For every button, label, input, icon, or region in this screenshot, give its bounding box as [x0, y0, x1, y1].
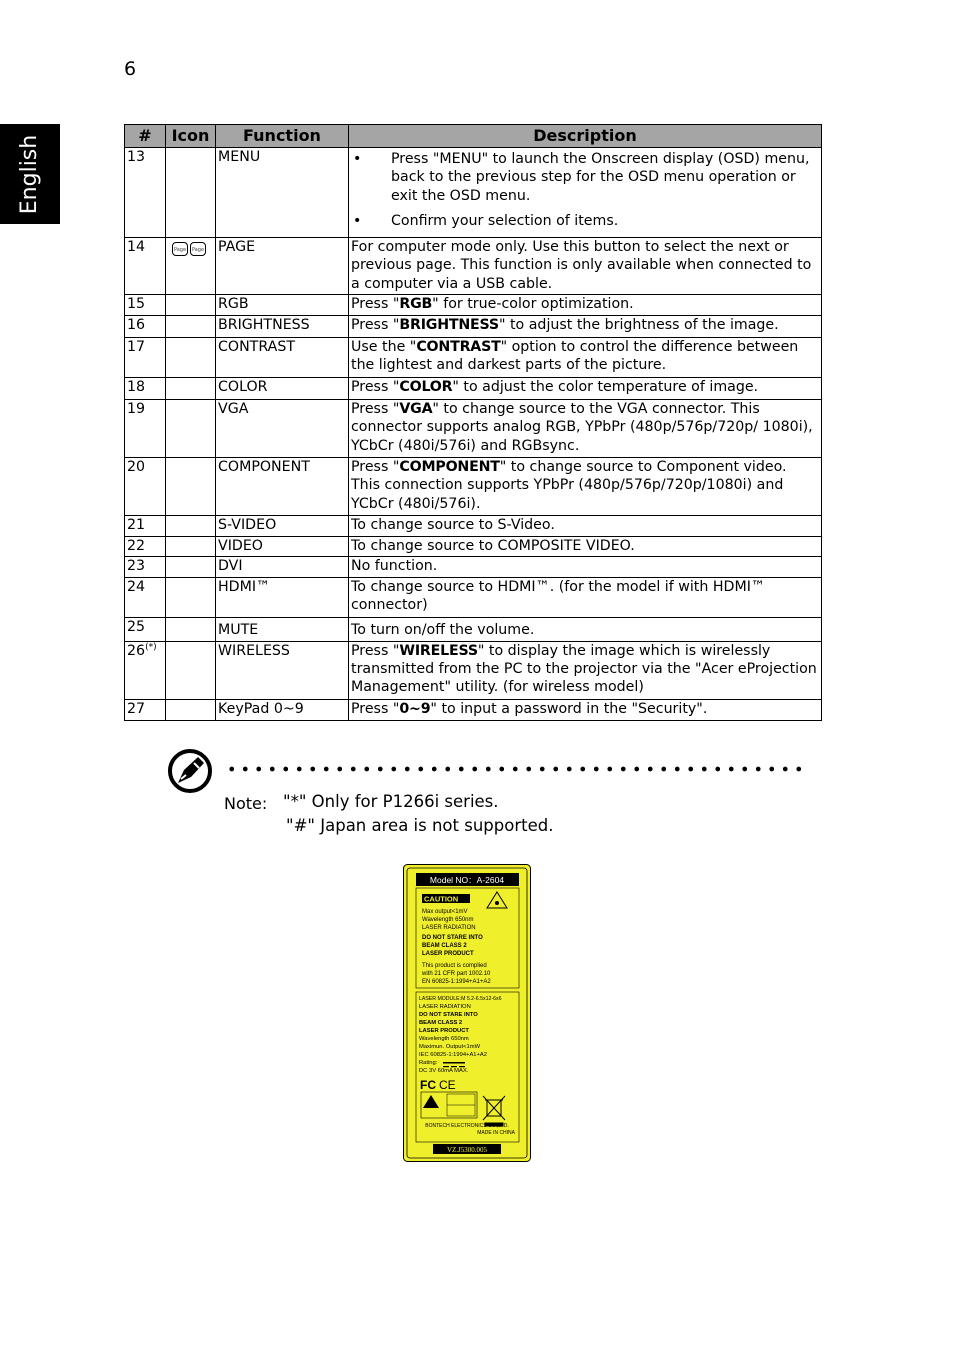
row-function: DVI	[216, 557, 349, 577]
label-text: IEC 60825-1:1994+A1+A2	[419, 1052, 488, 1058]
label-text: LASER RADIATION	[422, 925, 476, 931]
row-icon	[166, 699, 216, 720]
table-row	[125, 641, 822, 699]
table-row	[125, 577, 822, 617]
table-row	[125, 400, 822, 458]
header-num: #	[125, 125, 166, 148]
row-description: To turn on/off the volume.	[349, 617, 822, 641]
note-line-2: "#" Japan area is not supported.	[286, 816, 554, 835]
bullet-item: • Confirm your selection of items.	[351, 212, 819, 230]
svg-text:Max output<1mV Wavelength	[422, 909, 476, 931]
desc-text: " to change source to the VGA connector. This connector supports analog RGB, YPbPr (480p/576p/720p/ 1080i), YCbCr (480i/576i) and RGBsync.	[351, 401, 813, 454]
note-label: Note:	[224, 794, 268, 813]
row-function: CONTRAST	[216, 338, 349, 378]
desc-text: Press "	[351, 296, 400, 312]
table-row	[125, 238, 822, 295]
row-num	[125, 641, 166, 699]
desc-text: " to change source to Component video. This connection supports YPbPr (480p/576p/720p/1080i) and YCbCr (480i/576i).	[351, 459, 787, 512]
row-description	[349, 641, 822, 699]
row-description	[349, 378, 822, 400]
table-row	[125, 516, 822, 537]
row-function: VGA	[216, 400, 349, 458]
svg-text:FC: FC	[420, 1078, 436, 1092]
label-text: LASER PRODUCT	[422, 951, 474, 957]
header-function: Function	[216, 125, 349, 148]
desc-keyword: COLOR	[399, 379, 453, 395]
svg-text:LASER RADIATION	[419, 1004, 471, 1010]
row-icon	[166, 458, 216, 516]
row-description	[349, 295, 822, 316]
desc-keyword: VGA	[399, 401, 433, 417]
label-text: Maximun. Output<1mW	[419, 1044, 481, 1050]
row-function: BRIGHTNESS	[216, 316, 349, 338]
svg-text:CE: CE	[439, 1078, 456, 1092]
row-description	[349, 699, 822, 720]
row-num: 13	[125, 148, 166, 238]
label-text: This product is complied	[422, 963, 487, 969]
row-function: WIRELESS	[216, 641, 349, 699]
desc-text: Press "	[351, 379, 400, 395]
label-text: Wavelength 650nm	[419, 1036, 469, 1042]
header-icon: Icon	[166, 125, 216, 148]
language-tab-label: English	[17, 134, 43, 214]
label-text: DC 3V 60mA MAX.	[419, 1068, 469, 1074]
table-header-row	[125, 125, 822, 148]
row-num-text: 26	[127, 642, 146, 659]
row-num: 23	[125, 557, 166, 577]
language-tab	[0, 124, 60, 224]
row-num: 14	[125, 238, 166, 295]
label-text: Rating:	[419, 1060, 438, 1066]
laser-caution-label	[403, 864, 531, 1162]
row-num: 22	[125, 537, 166, 557]
row-function: COLOR	[216, 378, 349, 400]
label-text: LASER PRODUCT	[419, 1028, 469, 1034]
row-description: For computer mode only. Use this button to select the next or previous page. This function is only available when connected to a computer via a USB cable.	[349, 238, 822, 295]
table-row	[125, 557, 822, 577]
row-description: To change source to S-Video.	[349, 516, 822, 537]
row-function: MUTE	[216, 617, 349, 641]
label-text: Max output<1mV	[422, 909, 468, 915]
note-pen-icon	[167, 748, 213, 794]
row-function: PAGE	[216, 238, 349, 295]
table-row	[125, 295, 822, 316]
row-num-footnote: (*)	[145, 641, 157, 652]
label-code: VZ.J5300.005	[446, 1146, 488, 1154]
label-text: BEAM CLASS 2	[422, 943, 467, 949]
table-row	[125, 316, 822, 338]
row-num: 17	[125, 338, 166, 378]
note-divider	[225, 766, 810, 772]
row-num: 19	[125, 400, 166, 458]
header-description: Description	[349, 125, 822, 148]
desc-keyword: CONTRAST	[416, 339, 501, 355]
row-icon	[166, 378, 216, 400]
row-function: COMPONENT	[216, 458, 349, 516]
table-row	[125, 378, 822, 400]
row-icon	[166, 516, 216, 537]
table-row	[125, 617, 822, 641]
label-text: EN 60825-1:1994+A1+A2	[422, 979, 491, 985]
label-text: BEAM CLASS 2	[419, 1020, 463, 1026]
row-num: 18	[125, 378, 166, 400]
row-icon	[166, 537, 216, 557]
page-up-key-icon: Page	[172, 242, 188, 256]
table-row	[125, 338, 822, 378]
label-caution: CAUTION	[424, 894, 459, 904]
desc-text: Use the "	[351, 339, 417, 355]
row-icon	[166, 577, 216, 617]
table-row	[125, 458, 822, 516]
note-line-1: "*" Only for P1266i series.	[283, 792, 499, 811]
table-row	[125, 537, 822, 557]
row-function: HDMI™	[216, 577, 349, 617]
page-keys-icon	[172, 242, 206, 256]
label-text: DO NOT STARE INTO	[422, 935, 483, 941]
label-module: LASER MODULE:M 5.2-6.5x12-6x6	[419, 996, 502, 1002]
row-icon	[166, 400, 216, 458]
desc-text: Press "	[351, 401, 400, 417]
label-text: with 21 CFR part 1002.10	[422, 971, 491, 977]
row-num: 27	[125, 699, 166, 720]
row-description	[349, 316, 822, 338]
row-description: To change source to HDMI™. (for the model if with HDMI™ connector)	[349, 577, 822, 617]
desc-text: Press "	[351, 459, 400, 475]
row-icon	[166, 238, 216, 295]
table-row	[125, 148, 822, 238]
label-text: LASER RADIATION	[419, 1004, 471, 1010]
row-num: 20	[125, 458, 166, 516]
desc-text: " to input a password in the "Security".	[430, 700, 708, 717]
desc-text: " to adjust the color temperature of image.	[452, 379, 759, 395]
row-function: MENU	[216, 148, 349, 238]
svg-text:This product is complied w	[421, 963, 492, 985]
desc-text: " for true-color optimization.	[432, 296, 634, 312]
desc-text: " option to control the difference between the lightest and darkest parts of the picture.	[351, 339, 799, 374]
label-manufacturer: BONTECH ELECTRONICS CO.,LTD.	[425, 1123, 509, 1129]
desc-text: Press "	[351, 642, 400, 659]
desc-keyword: 0~9	[399, 700, 431, 717]
row-description: To change source to COMPOSITE VIDEO.	[349, 537, 822, 557]
desc-keyword: RGB	[399, 296, 433, 312]
row-icon	[166, 617, 216, 641]
row-icon	[166, 338, 216, 378]
desc-keyword: COMPONENT	[399, 459, 500, 475]
row-icon	[166, 557, 216, 577]
row-num: 21	[125, 516, 166, 537]
desc-keyword: WIRELESS	[399, 642, 478, 659]
row-num: 16	[125, 316, 166, 338]
bullet-item: • Press "MENU" to launch the Onscreen display (OSD) menu, back to the previous step for the OSD menu operation or exit the OSD menu.	[351, 150, 819, 205]
desc-text: " to adjust the brightness of the image.	[498, 317, 779, 333]
row-icon	[166, 641, 216, 699]
row-description	[349, 458, 822, 516]
page-number: 6	[124, 58, 137, 80]
row-num: 15	[125, 295, 166, 316]
row-icon	[166, 316, 216, 338]
label-text: DO NOT STARE INTO	[419, 1012, 478, 1018]
label-text: Wavelength 650nm	[422, 917, 474, 923]
row-function: KeyPad 0~9	[216, 699, 349, 720]
desc-text: Press "	[351, 317, 400, 333]
row-num: 24	[125, 577, 166, 617]
label-model: Model NO：A-2604	[429, 875, 505, 885]
desc-text: " to display the image which is wirelessly transmitted from the PC to the projector via the "Acer eProjection Management" utility. (for wireless model)	[351, 642, 817, 696]
row-description	[349, 148, 822, 238]
desc-keyword: BRIGHTNESS	[399, 317, 499, 333]
page-down-key-icon: Page	[190, 242, 206, 256]
function-table	[124, 124, 822, 721]
row-description	[349, 338, 822, 378]
label-made-in: MADE IN CHINA	[477, 1130, 515, 1136]
row-description	[349, 400, 822, 458]
desc-text: Press "	[351, 700, 400, 717]
row-function: VIDEO	[216, 537, 349, 557]
row-num: 25	[125, 617, 166, 641]
row-icon	[166, 295, 216, 316]
table-row	[125, 699, 822, 720]
row-icon	[166, 148, 216, 238]
row-function: RGB	[216, 295, 349, 316]
row-function: S-VIDEO	[216, 516, 349, 537]
row-description: No function.	[349, 557, 822, 577]
